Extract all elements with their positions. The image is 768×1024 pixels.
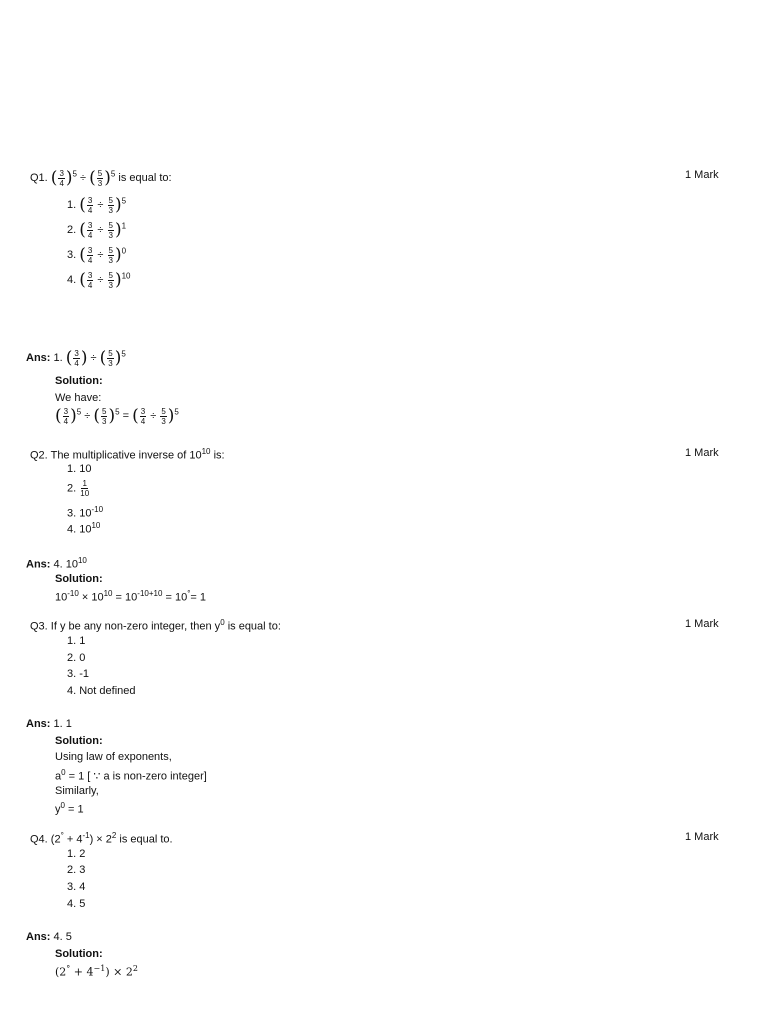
fraction: $\frac{3}{4}$: [59, 168, 64, 188]
question-number: Q1.: [30, 171, 48, 184]
question-text: is equal to:: [118, 171, 172, 184]
fraction: $\frac{5}{3}$: [97, 168, 103, 188]
option-1: 1. 10: [67, 463, 92, 475]
solution-text: Similarly,: [55, 785, 99, 797]
option-2: 2. 3: [67, 864, 86, 876]
solution-heading: Solution:: [55, 573, 103, 585]
option-2: 2. ( $\frac{3}{4}$ ÷ $\frac{5}{3}$ )$^1$: [67, 220, 127, 240]
question-2: Q2. The multiplicative inverse of $10^{10}$ is:: [30, 447, 225, 462]
option-3: 3. ( $\frac{3}{4}$ ÷ $\frac{5}{3}$ )$^0$: [67, 245, 127, 265]
marks-label: 1 Mark: [685, 618, 719, 630]
option-1: 1. 1: [67, 635, 86, 647]
marks-label: 1 Mark: [685, 447, 719, 459]
answer-3: Ans: 1. 1: [26, 718, 72, 730]
option-3: 3. $10^{-10}$: [67, 505, 104, 520]
marks-label: 1 Mark: [685, 169, 719, 181]
question-1: Q1. ( $\frac{3}{4}$ )$^5$ ÷ ( $\frac{5}{3}$ )$^5$ is equal to:: [30, 168, 172, 188]
option-1: 1. 2: [67, 848, 86, 860]
solution-equation: $(2^\circ + 4^{-1}) \times 2^2$: [55, 964, 138, 979]
solution-equation: $10^{-10} \times 10^{10} = 10^{-10+10} = 10^\circ= 1$: [55, 589, 207, 604]
option-3: 3. 4: [67, 881, 86, 893]
question-4: Q4. $(2^\circ + 4^{-1}) \times 2^2$ is equal to.: [30, 831, 173, 846]
solution-text: We have:: [55, 392, 102, 404]
answer-2: Ans: 4. $10^{10}$: [26, 556, 87, 571]
solution-heading: Solution:: [55, 948, 103, 960]
solution-text: $y^0 = 1$: [55, 801, 84, 816]
solution-heading: Solution:: [55, 735, 103, 747]
solution-text: Using law of exponents,: [55, 751, 172, 763]
solution-heading: Solution:: [55, 375, 103, 387]
answer-4: Ans: 4. 5: [26, 931, 72, 943]
question-number: Q2.: [30, 449, 48, 462]
question-3: Q3. If y be any non-zero integer, then $y^0$ is equal to:: [30, 618, 281, 633]
option-4: 4. ( $\frac{3}{4}$ ÷ $\frac{5}{3}$ )$^{10}$: [67, 270, 131, 290]
question-number: Q4.: [30, 833, 48, 846]
option-4: 4. Not defined: [67, 685, 136, 697]
option-4: 4. 5: [67, 898, 86, 910]
question-number: Q3.: [30, 620, 48, 633]
option-3: 3. -1: [67, 668, 90, 680]
option-1: 1. ( $\frac{3}{4}$ ÷ $\frac{5}{3}$ )$^5$: [67, 195, 127, 215]
option-2: 2. 0: [67, 652, 86, 664]
answer-1: Ans: 1. ( $\frac{3}{4}$ ) ÷ ( $\frac{5}{3}$ )$^5$: [26, 348, 126, 368]
option-2: 2. $\frac{1}{10}$: [67, 479, 90, 498]
marks-label: 1 Mark: [685, 831, 719, 843]
option-4: 4. $10^{10}$: [67, 521, 101, 536]
solution-equation: ( $\frac{3}{4}$ )$^5$ ÷ ( $\frac{5}{3}$ )$^5$ = ( $\frac{3}{4}$ ÷ $\frac{5}{3}$ )$^5$: [55, 406, 179, 426]
solution-text: $a^0 = 1$ [ ∵ a is non-zero integer]: [55, 768, 207, 783]
